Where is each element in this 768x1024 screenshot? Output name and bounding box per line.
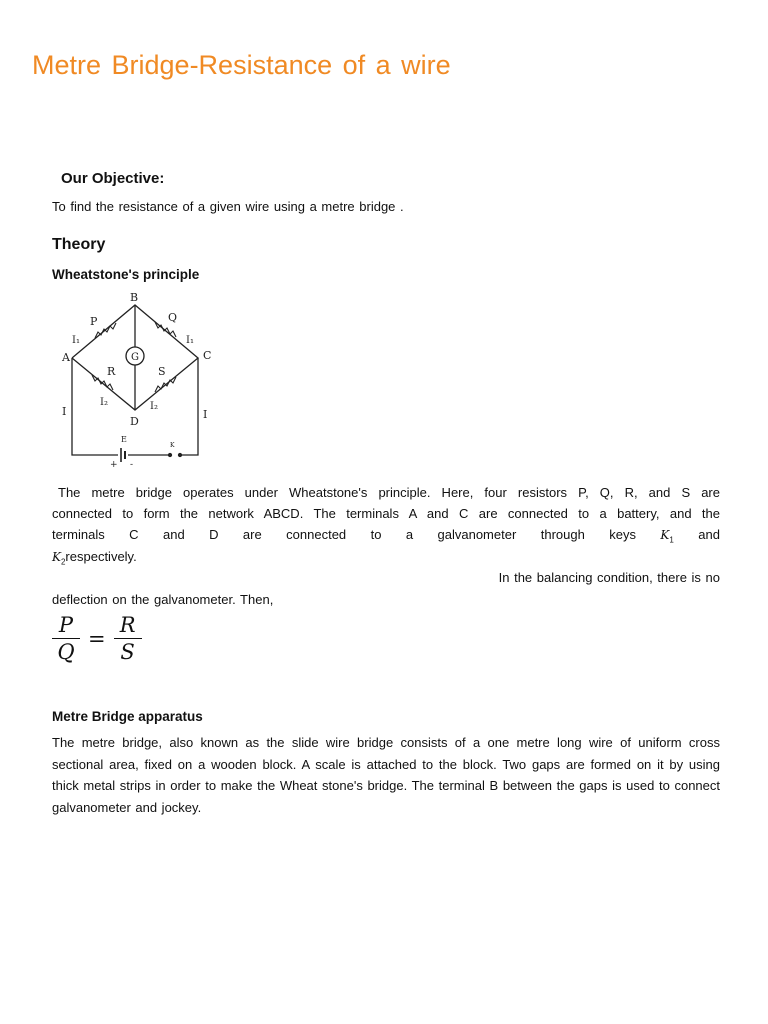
svg-text:I₂: I₂	[150, 401, 158, 412]
diagram-labels	[61, 291, 211, 470]
objective-heading: Our Objective:	[61, 170, 165, 187]
svg-text:I: I	[203, 408, 208, 421]
svg-text:+: +	[110, 460, 118, 470]
svg-text:I₁: I₁	[72, 335, 80, 346]
paragraph-line: connected to form the network ABCD. The terminals A and C are connected to a battery, and the	[52, 506, 720, 521]
svg-text:S: S	[158, 365, 166, 378]
apparatus-heading: Metre Bridge apparatus	[52, 709, 203, 724]
svg-text:A: A	[62, 351, 70, 364]
paragraph-line: $K_2respectively$.	[52, 549, 137, 567]
balance-equation: P Q = R S	[52, 612, 142, 665]
svg-text:Q: Q	[168, 311, 178, 324]
line-text: terminals C and D are connected to a galvanometer through keys	[52, 527, 636, 542]
paragraph-line: In the balancing condition, there is no	[498, 570, 720, 585]
and-word: and	[698, 527, 720, 542]
paragraph-line: deflection on the galvanometer. Then,	[52, 592, 274, 607]
bridge-wires	[72, 305, 198, 462]
svg-text:I₁: I₁	[186, 335, 194, 346]
svg-text:B: B	[130, 291, 139, 304]
key-k2: $K_2$	[52, 550, 66, 567]
svg-text:I₂: I₂	[100, 397, 108, 408]
key-k1: $K_1$	[660, 528, 674, 545]
svg-text:C: C	[203, 349, 212, 362]
objective-text: To find the resistance of a given wire using a metre bridge .	[52, 199, 404, 214]
page-title: Metre Bridge-Resistance of a wire	[32, 50, 451, 80]
apparatus-text: The metre bridge, also known as the slide wire bridge consists of a one metre long wire of uniform cross sectional area, fixed on a wooden block. A scale is attached to the block. Two gaps are formed on it by using thick metal strips in order to make the Wheat stone's bridge. The terminal B between the gaps is used to connect galvanometer and jockey.	[52, 735, 720, 815]
svg-text:E: E	[121, 435, 127, 444]
svg-text:-: -	[130, 460, 134, 470]
paragraph-line: The metre bridge operates under Wheatstone's principle. Here, four resistors P, Q, R, and S are	[58, 485, 720, 500]
svg-text:R: R	[107, 365, 116, 378]
wheatstone-heading: Wheatstone's principle	[52, 267, 200, 282]
svg-text:K: K	[170, 442, 175, 449]
theory-heading: Theory	[52, 236, 106, 253]
svg-text:P: P	[90, 315, 98, 328]
svg-text:I: I	[62, 405, 67, 418]
wheatstone-bridge-diagram	[50, 285, 230, 470]
paragraph-line	[52, 524, 720, 547]
svg-text:G: G	[131, 352, 139, 363]
svg-text:D: D	[130, 415, 139, 428]
